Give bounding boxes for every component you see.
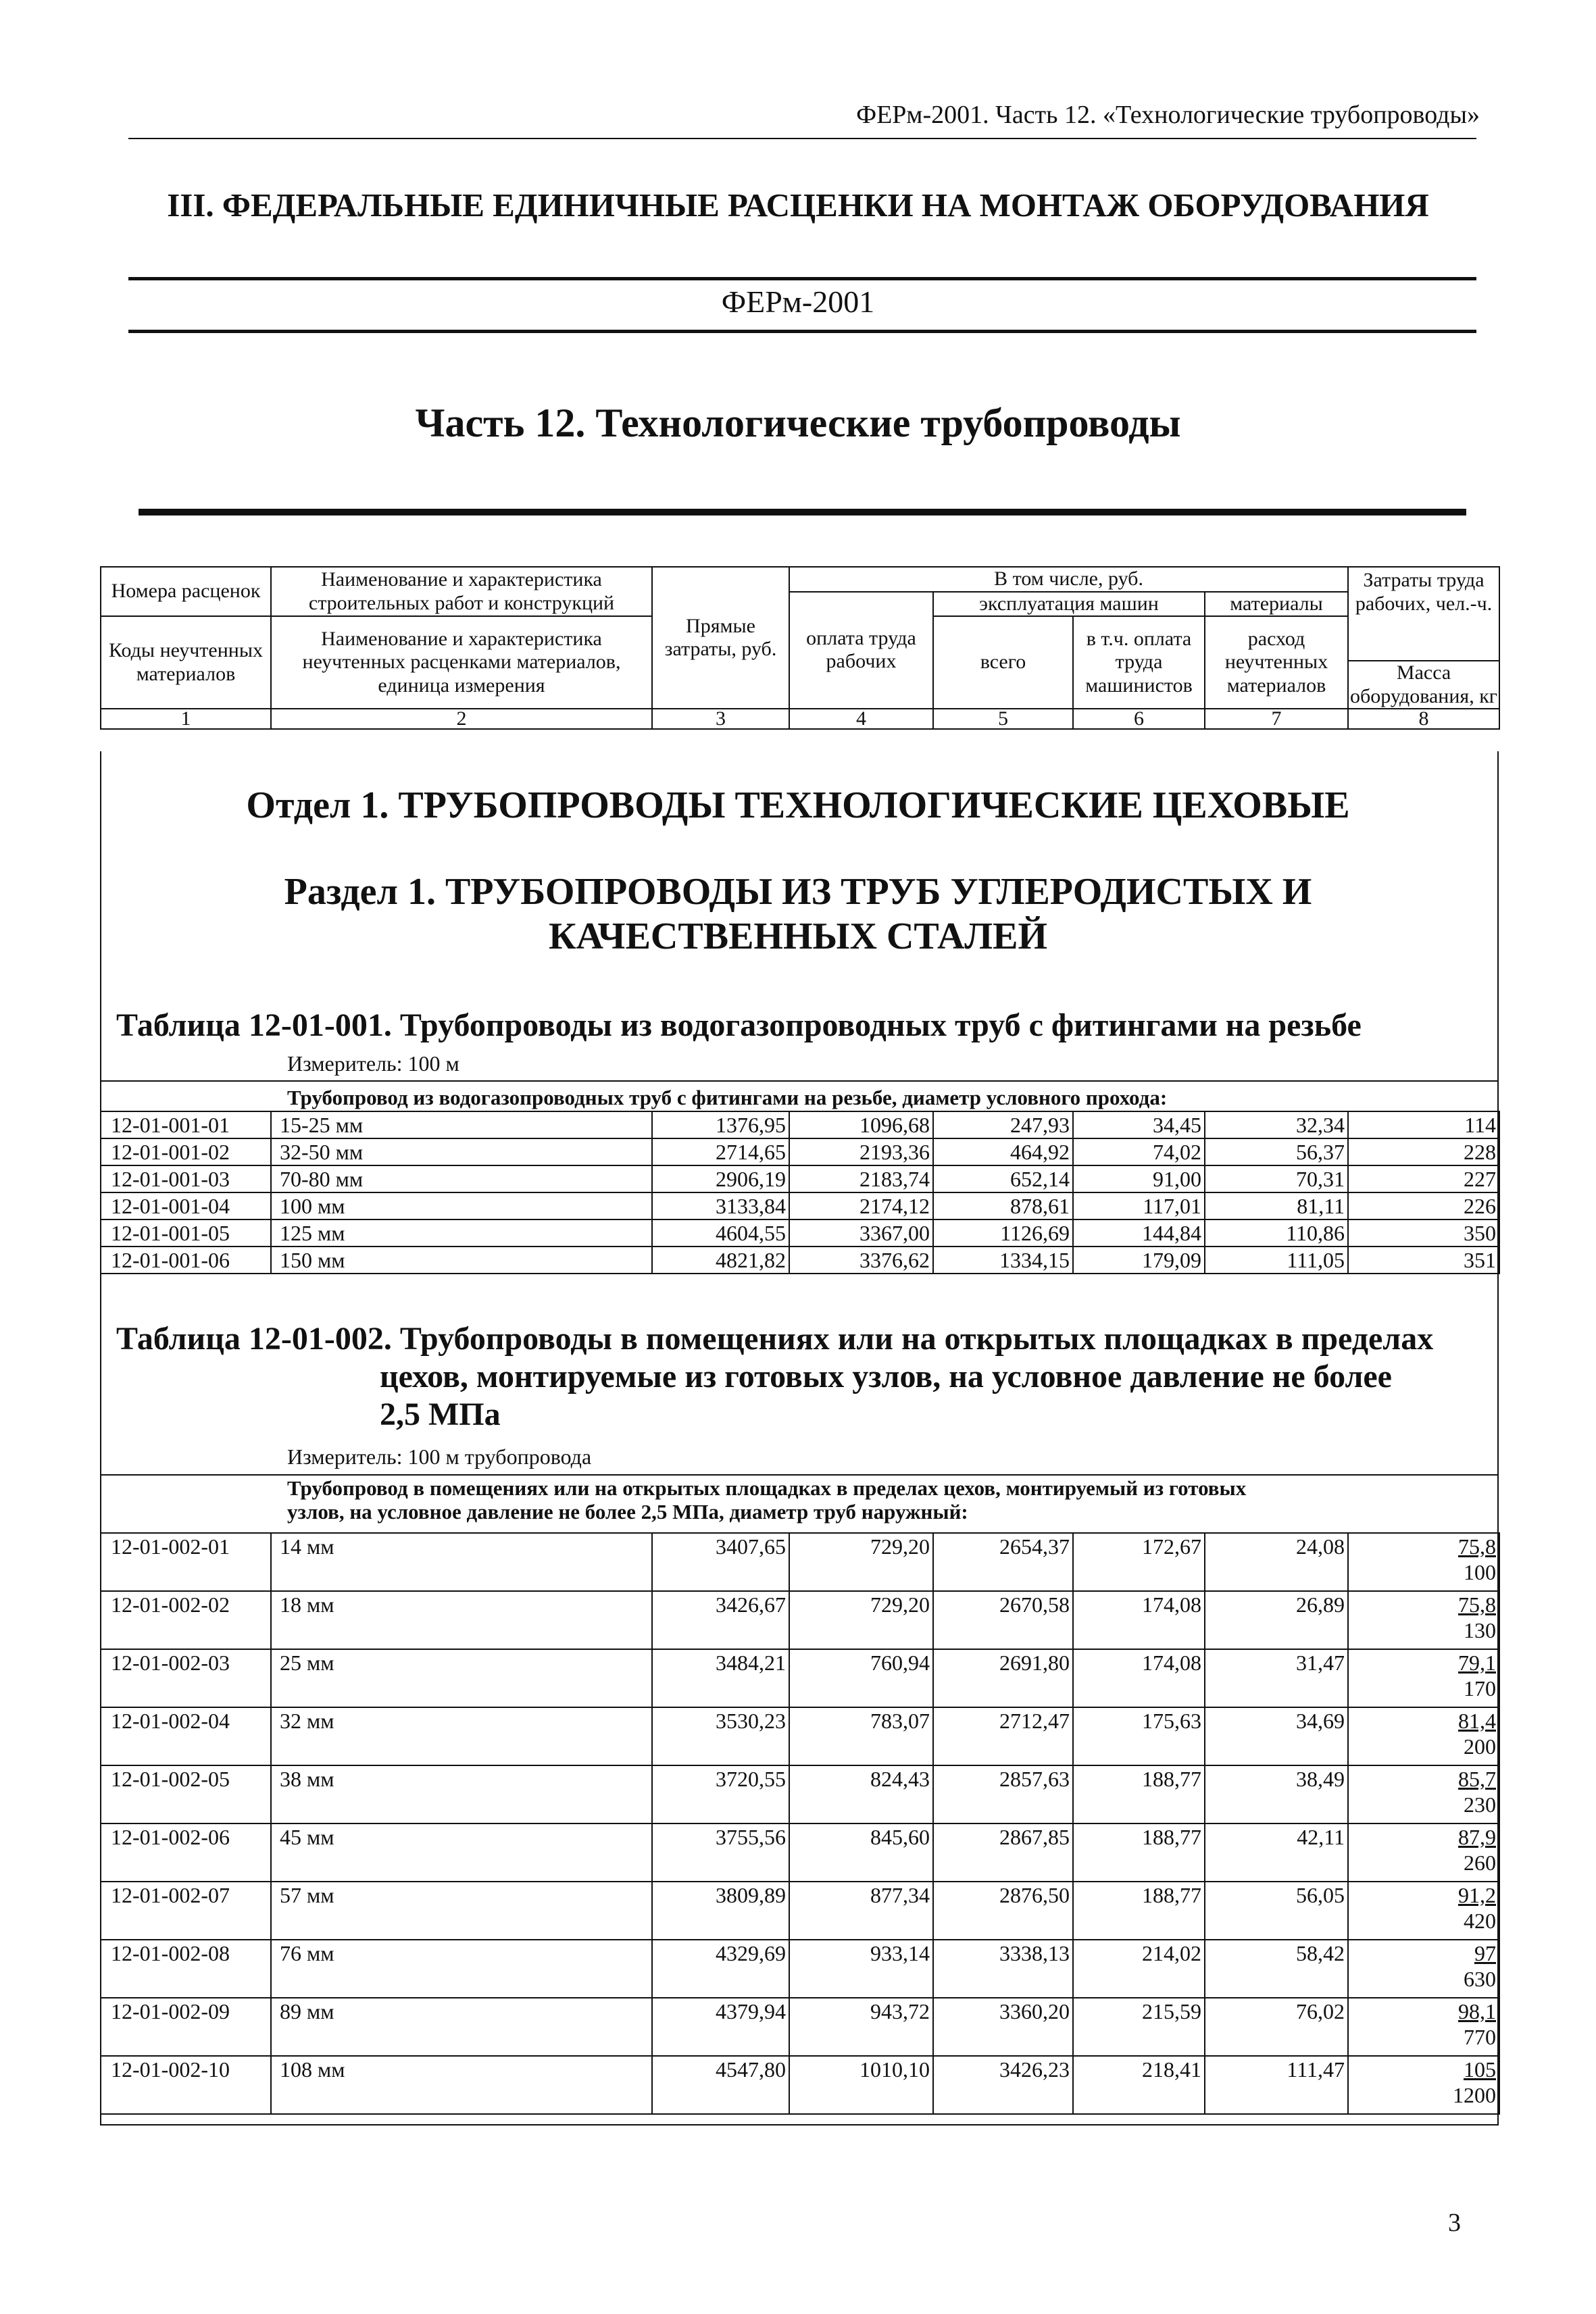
page-number: 3 bbox=[1448, 2209, 1461, 2237]
direct-cost: 4821,82 bbox=[652, 1247, 789, 1274]
machines-total: 2876,50 bbox=[933, 1882, 1073, 1940]
table-row bbox=[101, 1998, 1499, 2056]
machines-labor-pay: 218,41 bbox=[1073, 2056, 1205, 2114]
item-name: 100 мм bbox=[271, 1192, 652, 1219]
machines-labor-pay: 174,08 bbox=[1073, 1591, 1205, 1649]
machines-total: 2691,80 bbox=[933, 1649, 1073, 1707]
table-row bbox=[101, 1823, 1499, 1882]
equipment-mass: 260 bbox=[1464, 1851, 1496, 1875]
rate-code: 12-01-002-09 bbox=[101, 1998, 271, 2056]
table-row bbox=[101, 1138, 1499, 1165]
item-name: 76 мм bbox=[271, 1940, 652, 1998]
labor-pay: 783,07 bbox=[789, 1707, 933, 1765]
rate-code: 12-01-002-04 bbox=[101, 1707, 271, 1765]
materials: 24,08 bbox=[1205, 1533, 1348, 1591]
materials: 56,05 bbox=[1205, 1882, 1348, 1940]
direct-cost: 1376,95 bbox=[652, 1111, 789, 1138]
table2-group-label-line: Трубопровод в помещениях или на открытых площадках в пределах цехов, монтируемый из готовых bbox=[287, 1476, 1247, 1500]
labor-and-mass bbox=[1348, 1591, 1499, 1649]
section-heading bbox=[0, 870, 1596, 959]
materials: 111,05 bbox=[1205, 1247, 1348, 1274]
direct-cost: 3755,56 bbox=[652, 1823, 789, 1882]
labor-hours: 228 bbox=[1348, 1138, 1499, 1165]
materials: 58,42 bbox=[1205, 1940, 1348, 1998]
rate-code: 12-01-002-02 bbox=[101, 1591, 271, 1649]
machines-total: 247,93 bbox=[933, 1111, 1073, 1138]
rate-code: 12-01-001-03 bbox=[101, 1165, 271, 1192]
table2-group-label-line: узлов, на условное давление не более 2,5 МПа, диаметр труб наружный: bbox=[287, 1499, 968, 1524]
direct-cost: 3426,67 bbox=[652, 1591, 789, 1649]
item-name: 14 мм bbox=[271, 1533, 652, 1591]
machines-total: 464,92 bbox=[933, 1138, 1073, 1165]
labor-pay: 3367,00 bbox=[789, 1219, 933, 1247]
table-row bbox=[101, 2056, 1499, 2114]
column-header-table bbox=[100, 566, 1500, 730]
header-equipment-mass: Масса оборудования, кг bbox=[1348, 661, 1499, 709]
direct-cost: 2906,19 bbox=[652, 1165, 789, 1192]
direct-cost: 4547,80 bbox=[652, 2056, 789, 2114]
direct-cost: 3809,89 bbox=[652, 1882, 789, 1940]
materials: 26,89 bbox=[1205, 1591, 1348, 1649]
machines-total: 2654,37 bbox=[933, 1533, 1073, 1591]
direct-cost: 4329,69 bbox=[652, 1940, 789, 1998]
item-name: 89 мм bbox=[271, 1998, 652, 2056]
labor-pay: 729,20 bbox=[789, 1533, 933, 1591]
direct-cost: 2714,65 bbox=[652, 1138, 789, 1165]
machines-labor-pay: 215,59 bbox=[1073, 1998, 1205, 2056]
machines-labor-pay: 117,01 bbox=[1073, 1192, 1205, 1219]
table1-title: Таблица 12-01-001. Трубопроводы из водогазопроводных труб с фитингами на резьбе bbox=[116, 1007, 1362, 1043]
labor-and-mass bbox=[1348, 1940, 1499, 1998]
table-row bbox=[101, 1219, 1499, 1247]
labor-pay: 943,72 bbox=[789, 1998, 933, 2056]
labor-hours: 85,7 bbox=[1458, 1767, 1496, 1791]
machines-labor-pay: 91,00 bbox=[1073, 1165, 1205, 1192]
labor-pay: 729,20 bbox=[789, 1591, 933, 1649]
rate-code: 12-01-001-02 bbox=[101, 1138, 271, 1165]
direct-cost: 3720,55 bbox=[652, 1765, 789, 1823]
item-name: 38 мм bbox=[271, 1765, 652, 1823]
table-row bbox=[101, 1940, 1499, 1998]
header-labor-pay: оплата труда рабочих bbox=[789, 592, 933, 709]
header-materials: материалы bbox=[1205, 592, 1348, 617]
table-rule bbox=[100, 1474, 1499, 1476]
materials: 38,49 bbox=[1205, 1765, 1348, 1823]
machines-total: 652,14 bbox=[933, 1165, 1073, 1192]
equipment-mass: 170 bbox=[1464, 1676, 1496, 1701]
machines-labor-pay: 174,08 bbox=[1073, 1649, 1205, 1707]
table-row bbox=[101, 1649, 1499, 1707]
direct-cost: 3133,84 bbox=[652, 1192, 789, 1219]
header-machines-total: всего bbox=[933, 616, 1073, 709]
table-row bbox=[101, 1111, 1499, 1138]
labor-pay: 933,14 bbox=[789, 1940, 933, 1998]
machines-total: 878,61 bbox=[933, 1192, 1073, 1219]
table2-meter: Измеритель: 100 м трубопровода bbox=[287, 1444, 592, 1469]
labor-hours: 91,2 bbox=[1458, 1883, 1496, 1907]
section-title: III. ФЕДЕРАЛЬНЫЕ ЕДИНИЧНЫЕ РАСЦЕНКИ НА МОНТАЖ ОБОРУДОВАНИЯ bbox=[167, 186, 1429, 224]
labor-and-mass bbox=[1348, 1649, 1499, 1707]
labor-and-mass bbox=[1348, 1823, 1499, 1882]
labor-hours: 226 bbox=[1348, 1192, 1499, 1219]
equipment-mass: 1200 bbox=[1453, 2083, 1496, 2107]
column-number: 1 bbox=[101, 709, 271, 729]
item-name: 150 мм bbox=[271, 1247, 652, 1274]
header-rate-numbers: Номера расценок bbox=[101, 567, 271, 616]
table-row bbox=[101, 1247, 1499, 1274]
labor-pay: 2174,12 bbox=[789, 1192, 933, 1219]
labor-hours: 75,8 bbox=[1458, 1534, 1496, 1559]
machines-total: 1126,69 bbox=[933, 1219, 1073, 1247]
column-number: 4 bbox=[789, 709, 933, 729]
materials: 111,47 bbox=[1205, 2056, 1348, 2114]
direct-cost: 3407,65 bbox=[652, 1533, 789, 1591]
machines-labor-pay: 34,45 bbox=[1073, 1111, 1205, 1138]
labor-hours: 350 bbox=[1348, 1219, 1499, 1247]
running-header: ФЕРм-2001. Часть 12. «Технологические трубопроводы» bbox=[856, 101, 1480, 129]
labor-pay: 877,34 bbox=[789, 1882, 933, 1940]
rate-code: 12-01-001-06 bbox=[101, 1247, 271, 1274]
labor-pay: 845,60 bbox=[789, 1823, 933, 1882]
labor-hours: 98,1 bbox=[1458, 1999, 1496, 2023]
labor-hours: 87,9 bbox=[1458, 1825, 1496, 1849]
column-number: 6 bbox=[1073, 709, 1205, 729]
item-name: 45 мм bbox=[271, 1823, 652, 1882]
rate-code: 12-01-001-05 bbox=[101, 1219, 271, 1247]
machines-total: 2857,63 bbox=[933, 1765, 1073, 1823]
table2-title-line: цехов, монтируемые из готовых узлов, на условное давление не более bbox=[380, 1359, 1392, 1395]
table-row bbox=[101, 1707, 1499, 1765]
equipment-mass: 770 bbox=[1464, 2025, 1496, 2049]
direct-cost: 3484,21 bbox=[652, 1649, 789, 1707]
table-rule bbox=[100, 1080, 1499, 1082]
direct-cost: 4379,94 bbox=[652, 1998, 789, 2056]
machines-total: 1334,15 bbox=[933, 1247, 1073, 1274]
rate-code: 12-01-002-06 bbox=[101, 1823, 271, 1882]
column-number: 2 bbox=[271, 709, 652, 729]
table1-meter: Измеритель: 100 м bbox=[287, 1051, 459, 1076]
item-name: 57 мм bbox=[271, 1882, 652, 1940]
equipment-mass: 630 bbox=[1464, 1967, 1496, 1991]
header-labor-cost: Затраты труда рабочих, чел.-ч. bbox=[1348, 567, 1499, 661]
divider bbox=[128, 330, 1476, 333]
header-material-codes: Коды неучтенных материалов bbox=[101, 616, 271, 709]
labor-and-mass bbox=[1348, 1533, 1499, 1591]
item-name: 32 мм bbox=[271, 1707, 652, 1765]
labor-pay: 1096,68 bbox=[789, 1111, 933, 1138]
item-name: 108 мм bbox=[271, 2056, 652, 2114]
direct-cost: 4604,55 bbox=[652, 1219, 789, 1247]
table1-rows bbox=[100, 1111, 1500, 1274]
materials: 76,02 bbox=[1205, 1998, 1348, 2056]
labor-pay: 824,43 bbox=[789, 1765, 933, 1823]
labor-hours: 97 bbox=[1474, 1941, 1496, 1965]
labor-hours: 227 bbox=[1348, 1165, 1499, 1192]
item-name: 125 мм bbox=[271, 1219, 652, 1247]
materials: 81,11 bbox=[1205, 1192, 1348, 1219]
header-machines-labor-pay: в т.ч. оплата труда машинистов bbox=[1073, 616, 1205, 709]
labor-and-mass bbox=[1348, 1882, 1499, 1940]
rate-code: 12-01-002-03 bbox=[101, 1649, 271, 1707]
equipment-mass: 200 bbox=[1464, 1734, 1496, 1759]
materials: 42,11 bbox=[1205, 1823, 1348, 1882]
machines-labor-pay: 175,63 bbox=[1073, 1707, 1205, 1765]
rate-code: 12-01-001-04 bbox=[101, 1192, 271, 1219]
equipment-mass: 230 bbox=[1464, 1792, 1496, 1817]
machines-labor-pay: 188,77 bbox=[1073, 1823, 1205, 1882]
section-heading-line: КАЧЕСТВЕННЫХ СТАЛЕЙ bbox=[548, 915, 1048, 957]
rate-code: 12-01-002-08 bbox=[101, 1940, 271, 1998]
machines-total: 2867,85 bbox=[933, 1823, 1073, 1882]
table2-group-label bbox=[287, 1477, 1246, 1524]
equipment-mass: 420 bbox=[1464, 1909, 1496, 1933]
materials: 32,34 bbox=[1205, 1111, 1348, 1138]
labor-pay: 760,94 bbox=[789, 1649, 933, 1707]
table-row bbox=[101, 1165, 1499, 1192]
machines-labor-pay: 214,02 bbox=[1073, 1940, 1205, 1998]
labor-and-mass bbox=[1348, 1998, 1499, 2056]
labor-pay: 3376,62 bbox=[789, 1247, 933, 1274]
divider bbox=[139, 509, 1466, 515]
header-material-names: Наименование и характеристика неучтенных расценками материалов, единица измерения bbox=[271, 616, 652, 709]
header-machines: эксплуатация машин bbox=[933, 592, 1205, 617]
department-title: Отдел 1. ТРУБОПРОВОДЫ ТЕХНОЛОГИЧЕСКИЕ ЦЕХОВЫЕ bbox=[246, 784, 1350, 826]
machines-total: 3338,13 bbox=[933, 1940, 1073, 1998]
header-direct-costs: Прямые затраты, руб. bbox=[652, 567, 789, 709]
equipment-mass: 130 bbox=[1464, 1618, 1496, 1642]
table-row bbox=[101, 1591, 1499, 1649]
materials: 70,31 bbox=[1205, 1165, 1348, 1192]
rate-code: 12-01-002-05 bbox=[101, 1765, 271, 1823]
item-name: 15-25 мм bbox=[271, 1111, 652, 1138]
labor-pay: 2183,74 bbox=[789, 1165, 933, 1192]
rate-code: 12-01-002-01 bbox=[101, 1533, 271, 1591]
materials: 110,86 bbox=[1205, 1219, 1348, 1247]
machines-labor-pay: 188,77 bbox=[1073, 1765, 1205, 1823]
machines-labor-pay: 179,09 bbox=[1073, 1247, 1205, 1274]
item-name: 25 мм bbox=[271, 1649, 652, 1707]
item-name: 18 мм bbox=[271, 1591, 652, 1649]
table-row bbox=[101, 1533, 1499, 1591]
labor-pay: 2193,36 bbox=[789, 1138, 933, 1165]
labor-hours: 105 bbox=[1464, 2057, 1496, 2082]
labor-hours: 114 bbox=[1348, 1111, 1499, 1138]
divider bbox=[128, 277, 1476, 280]
labor-and-mass bbox=[1348, 1707, 1499, 1765]
part-title: Часть 12. Технологические трубопроводы bbox=[415, 401, 1181, 445]
column-number: 8 bbox=[1348, 709, 1499, 729]
table2-title bbox=[116, 1320, 1433, 1434]
machines-labor-pay: 144,84 bbox=[1073, 1219, 1205, 1247]
labor-hours: 351 bbox=[1348, 1247, 1499, 1274]
labor-and-mass bbox=[1348, 2056, 1499, 2114]
code-title: ФЕРм-2001 bbox=[721, 284, 875, 319]
rate-code: 12-01-001-01 bbox=[101, 1111, 271, 1138]
table-row bbox=[101, 1882, 1499, 1940]
labor-hours: 81,4 bbox=[1458, 1709, 1496, 1733]
machines-total: 3426,23 bbox=[933, 2056, 1073, 2114]
machines-total: 2670,58 bbox=[933, 1591, 1073, 1649]
rate-code: 12-01-002-10 bbox=[101, 2056, 271, 2114]
materials: 31,47 bbox=[1205, 1649, 1348, 1707]
machines-total: 3360,20 bbox=[933, 1998, 1073, 2056]
machines-labor-pay: 172,67 bbox=[1073, 1533, 1205, 1591]
labor-hours: 75,8 bbox=[1458, 1592, 1496, 1617]
machines-labor-pay: 74,02 bbox=[1073, 1138, 1205, 1165]
direct-cost: 3530,23 bbox=[652, 1707, 789, 1765]
table-row bbox=[101, 1765, 1499, 1823]
labor-and-mass bbox=[1348, 1765, 1499, 1823]
materials: 34,69 bbox=[1205, 1707, 1348, 1765]
column-number: 3 bbox=[652, 709, 789, 729]
rate-code: 12-01-002-07 bbox=[101, 1882, 271, 1940]
header-rule bbox=[128, 138, 1476, 139]
table2-rows bbox=[100, 1532, 1500, 2115]
item-name: 70-80 мм bbox=[271, 1165, 652, 1192]
machines-total: 2712,47 bbox=[933, 1707, 1073, 1765]
section-heading-line: Раздел 1. ТРУБОПРОВОДЫ ИЗ ТРУБ УГЛЕРОДИСТЫХ И bbox=[284, 871, 1312, 913]
column-number: 5 bbox=[933, 709, 1073, 729]
item-name: 32-50 мм bbox=[271, 1138, 652, 1165]
labor-hours: 79,1 bbox=[1458, 1651, 1496, 1675]
equipment-mass: 100 bbox=[1464, 1560, 1496, 1584]
labor-pay: 1010,10 bbox=[789, 2056, 933, 2114]
table1-group-label: Трубопровод из водогазопроводных труб с фитингами на резьбе, диаметр условного прохода: bbox=[287, 1086, 1168, 1109]
table-row bbox=[101, 1192, 1499, 1219]
header-work-name: Наименование и характеристика строительных работ и конструкций bbox=[271, 567, 652, 616]
materials: 56,37 bbox=[1205, 1138, 1348, 1165]
table2-title-line: 2,5 МПа bbox=[380, 1397, 501, 1433]
column-number: 7 bbox=[1205, 709, 1348, 729]
table2-title-line: Таблица 12-01-002. Трубопроводы в помещениях или на открытых площадках в пределах bbox=[116, 1321, 1434, 1357]
machines-labor-pay: 188,77 bbox=[1073, 1882, 1205, 1940]
header-including-group: В том числе, руб. bbox=[789, 567, 1348, 592]
header-materials-consumption: расход неучтенных материалов bbox=[1205, 616, 1348, 709]
